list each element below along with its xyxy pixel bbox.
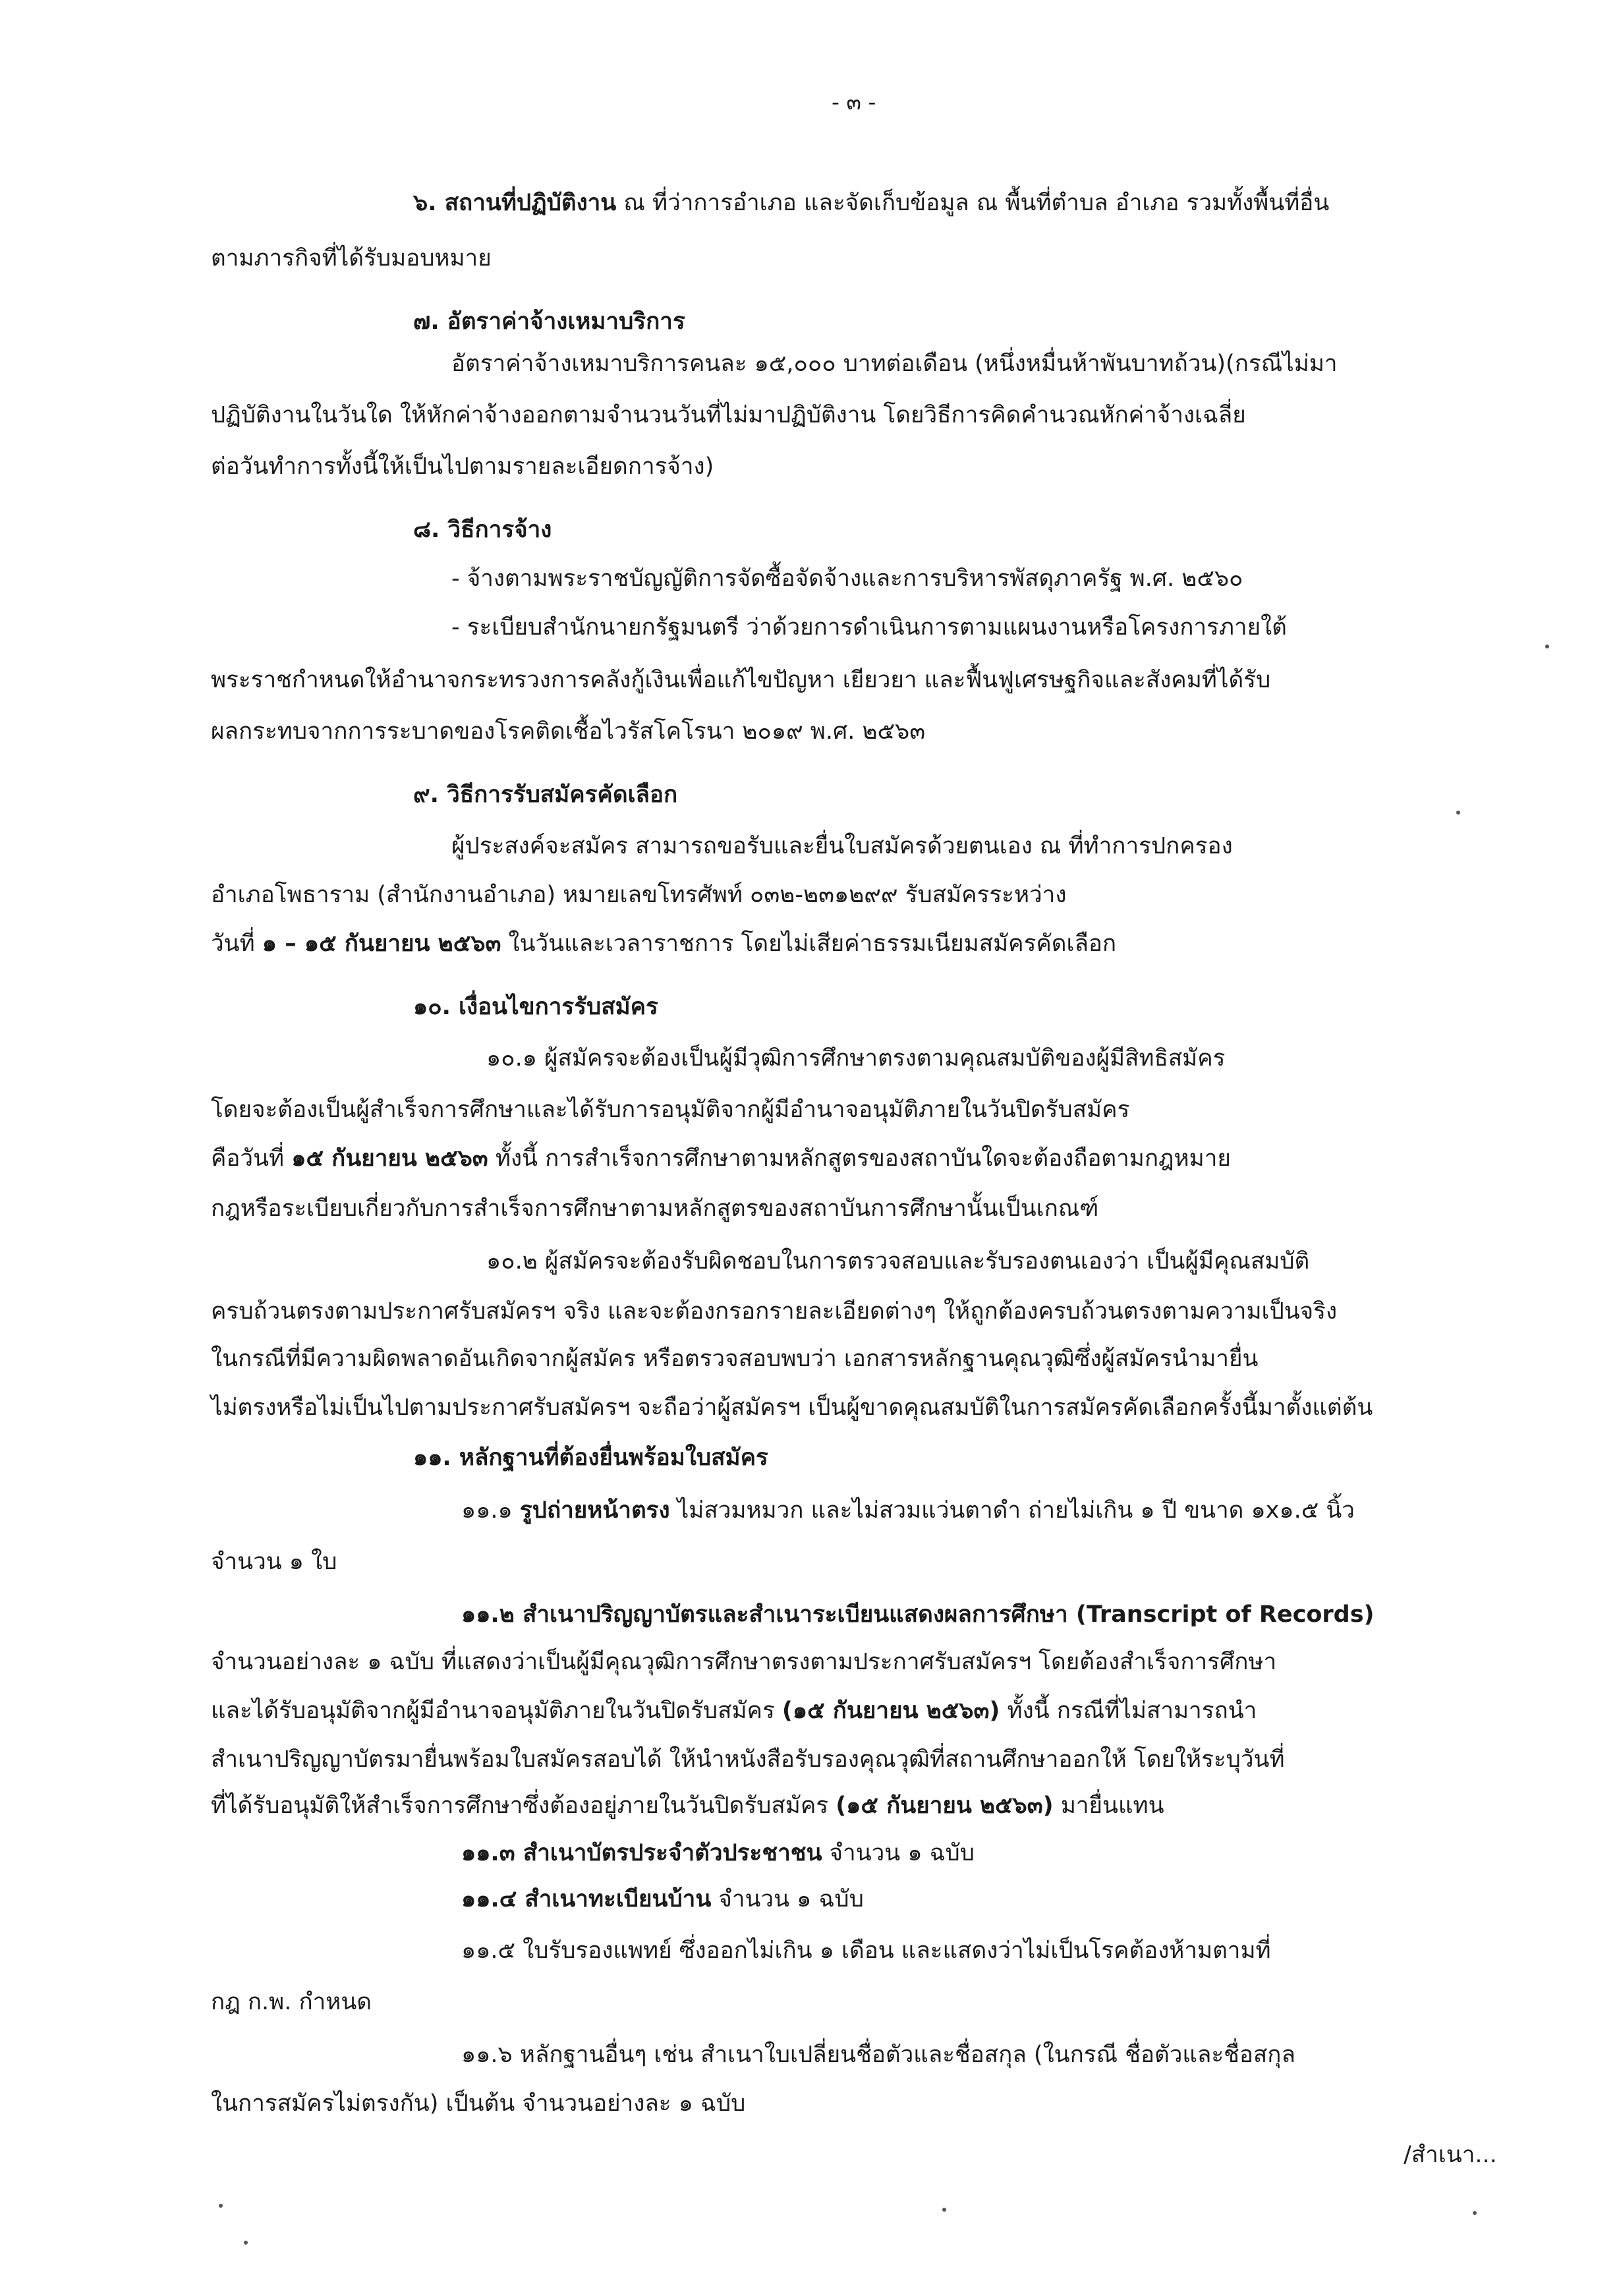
section-11-2-line-3 [211,1696,1257,1725]
section-11-1-line-2: จำนวน ๑ ใบ [211,1549,337,1575]
section-9-line-2: อำเภอโพธาราม (สำนักงานอำเภอ) หมายเลขโทรศัพท์ ๐๓๒-๒๓๑๒๙๙ รับสมัครระหว่าง [211,882,1067,908]
section-8-line-3: พระราชกำหนดให้อำนาจกระทรวงการคลังกู้เงินเพื่อแก้ไขปัญหา เยียวยา และฟื้นฟูเศรษฐกิจและสังคมที่ได้รับ [211,667,1271,693]
section-8-line-2: - ระเบียบสำนักนายกรัฐมนตรี ว่าด้วยการดำเนินการตามแผนงานหรือโครงการภายใต้ [451,614,1287,641]
section-8-line-1: - จ้างตามพระราชบัญญัติการจัดซื้อจัดจ้างและการบริหารพัสดุภาครัฐ พ.ศ. ๒๕๖๐ [451,565,1243,592]
section-11-5-line-2: กฎ ก.พ. กำหนด [211,1989,372,2015]
section-11-2-line-5 [211,1791,1164,1820]
section-10-1-line-4: กฎหรือระเบียบเกี่ยวกับการสำเร็จการศึกษาตามหลักสูตรของสถาบันการศึกษานั้นเป็นเกณฑ์ [211,1195,1099,1222]
section-11-2-heading: ๑๑.๒ สำเนาปริญญาบัตรและสำเนาระเบียนแสดงผลการศึกษา (Transcript of Records) [461,1601,1375,1628]
section-11-4-title: ๑๑.๔ สำเนาทะเบียนบ้าน [461,1886,712,1912]
section-9-line-3 [211,929,1116,958]
section-7-line-3: ต่อวันทำการทั้งนี้ให้เป็นไปตามรายละเอียดการจ้าง) [211,453,714,480]
section-11-6-line-2: ในการสมัครไม่ตรงกัน) เป็นต้น จำนวนอย่างละ ๑ ฉบับ [211,2090,746,2117]
section-10-2-line-1: ๑๐.๒ ผู้สมัครจะต้องรับผิดชอบในการตรวจสอบและรับรองตนเองว่า เป็นผู้มีคุณสมบัติ [486,1248,1310,1275]
section-11-4-text: จำนวน ๑ ฉบับ [718,1886,864,1912]
section-10-1-date-text: ทั้งนี้ การสำเร็จการศึกษาตามหลักสูตรของสถาบันใดจะต้องถือตามกฎหมาย [495,1145,1231,1172]
section-11-2-text-c: ทั้งนี้ กรณีที่ไม่สามารถนำ [1007,1698,1257,1724]
section-11-1-title: รูปถ่ายหน้าตรง [519,1497,670,1524]
section-10-heading: ๑๐. เงื่อนไขการรับสมัคร [413,994,658,1020]
section-10-1-date-label: คือวันที่ [211,1145,285,1172]
section-11-2-date: (๑๕ กันยายน ๒๕๖๓) [781,1698,1000,1724]
section-8-line-4: ผลกระทบจากการระบาดของโรคติดเชื้อไวรัสโคโรนา ๒๐๑๙ พ.ศ. ๒๕๖๓ [211,718,926,745]
scan-speck [942,2208,946,2212]
section-11-2-line-4: สำเนาปริญญาบัตรมายื่นพร้อมใบสมัครสอบได้ ให้นำหนังสือรับรองคุณวุฒิที่สถานศึกษาออกให้ โดยให้ระบุวันที่ [211,1746,1285,1773]
page-number: - ๓ - [832,89,876,115]
section-11-5-line-1: ๑๑.๕ ใบรับรองแพทย์ ซึ่งออกไม่เกิน ๑ เดือน และแสดงว่าไม่เป็นโรคต้องห้ามตามที่ [461,1937,1271,1964]
section-11-1-number: ๑๑.๑ [461,1497,513,1524]
section-10-2-line-2: ครบถ้วนตรงตามประกาศรับสมัครฯ จริง และจะต้องกรอกรายละเอียดต่างๆ ให้ถูกต้องครบถ้วนตรงตามความเป็นจริง [211,1298,1338,1325]
scan-speck [219,2204,223,2208]
section-11-3-line [461,1839,975,1868]
section-11-heading: ๑๑. หลักฐานที่ต้องยื่นพร้อมใบสมัคร [413,1445,768,1471]
section-11-2-text-d: ที่ได้รับอนุมัติให้สำเร็จการศึกษาซึ่งต้องอยู่ภายในวันปิดรับสมัคร [211,1793,829,1819]
section-10-1-line-1: ๑๐.๑ ผู้สมัครจะต้องเป็นผู้มีวุฒิการศึกษาตรงตามคุณสมบัติของผู้มีสิทธิสมัคร [486,1045,1226,1072]
section-6-line-2: ตามภารกิจที่ได้รับมอบหมาย [211,245,492,272]
section-11-1-line-1 [461,1496,1355,1525]
section-11-2-text-e: มายื่นแทน [1060,1793,1164,1819]
section-10-1-line-3 [211,1144,1231,1173]
section-10-2-line-4: ไม่ตรงหรือไม่เป็นไปตามประกาศรับสมัครฯ จะถือว่าผู้สมัครฯ เป็นผู้ขาดคุณสมบัติในการสมัครคัดเลือกครั้งนี้มาตั้งแต่ต้น [211,1394,1373,1421]
section-10-1-date: ๑๕ กันยายน ๒๕๖๓ [291,1145,488,1172]
scan-speck [1545,645,1549,648]
section-11-2-date-2: (๑๕ กันยายน ๒๕๖๓) [836,1793,1054,1819]
section-7-line-2: ปฏิบัติงานในวันใด ให้หักค่าจ้างออกตามจำนวนวันที่ไม่มาปฏิบัติงาน โดยวิธีการคิดคำนวณหักค่าจ้างเฉลี่ย [211,402,1246,428]
section-9-date: ๑ – ๑๕ กันยายน ๒๕๖๓ [262,931,501,957]
scan-speck [1456,811,1460,815]
section-9-date-text: ในวันและเวลาราชการ โดยไม่เสียค่าธรรมเนียมสมัครคัดเลือก [508,931,1117,957]
section-7-heading: ๗. อัตราค่าจ้างเหมาบริการ [413,308,685,335]
continuation-marker: /สำเนา... [1404,2142,1497,2168]
section-11-4-line [461,1885,864,1914]
scan-speck [1473,2211,1477,2215]
section-6-heading: ๖. สถานที่ปฏิบัติงาน [413,190,617,216]
section-11-6-line-1: ๑๑.๖ หลักฐานอื่นๆ เช่น สำเนาใบเปลี่ยนชื่อตัวและชื่อสกุล (ในกรณี ชื่อตัวและชื่อสกุล [461,2042,1295,2068]
section-9-date-label: วันที่ [211,931,255,957]
section-11-1-text: ไม่สวมหมวก และไม่สวมแว่นตาดำ ถ่ายไม่เกิน ๑ ปี ขนาด ๑x๑.๕ นิ้ว [677,1497,1355,1524]
section-11-2-text-a: และได้รับอนุมัติจากผู้มีอำนาจอนุมัติภายในวันปิดรับสมัคร [211,1698,775,1724]
section-11-3-text: จำนวน ๑ ฉบับ [829,1840,975,1866]
section-9-heading: ๙. วิธีการรับสมัครคัดเลือก [413,782,678,808]
section-11-2-line-2: จำนวนอย่างละ ๑ ฉบับ ที่แสดงว่าเป็นผู้มีคุณวุฒิการศึกษาตรงตามประกาศรับสมัครฯ โดยต้องสำเร็จการศึกษา [211,1649,1277,1675]
section-11-3-title: ๑๑.๓ สำเนาบัตรประจำตัวประชาชน [461,1840,822,1866]
section-10-2-line-3: ในกรณีที่มีความผิดพลาดอันเกิดจากผู้สมัคร หรือตรวจสอบพบว่า เอกสารหลักฐานคุณวุฒิซึ่งผู้สมัครนำมายื่น [211,1346,1259,1372]
scan-speck [244,2241,248,2245]
section-9-line-1: ผู้ประสงค์จะสมัคร สามารถขอรับและยื่นใบสมัครด้วยตนเอง ณ ที่ทำการปกครอง [451,833,1233,859]
section-6-text: ณ ที่ว่าการอำเภอ และจัดเก็บข้อมูล ณ พื้นที่ตำบล อำเภอ รวมทั้งพื้นที่อื่น [623,190,1330,216]
section-6-line-1 [413,188,1329,217]
section-7-line-1: อัตราค่าจ้างเหมาบริการคนละ ๑๕,๐๐๐ บาทต่อเดือน (หนึ่งหมื่นห้าพันบาทถ้วน)(กรณีไม่มา [451,351,1338,377]
section-8-heading: ๘. วิธีการจ้าง [413,517,552,543]
section-10-1-line-2: โดยจะต้องเป็นผู้สำเร็จการศึกษาและได้รับการอนุมัติจากผู้มีอำนาจอนุมัติภายในวันปิดรับสมัคร [211,1097,1130,1123]
